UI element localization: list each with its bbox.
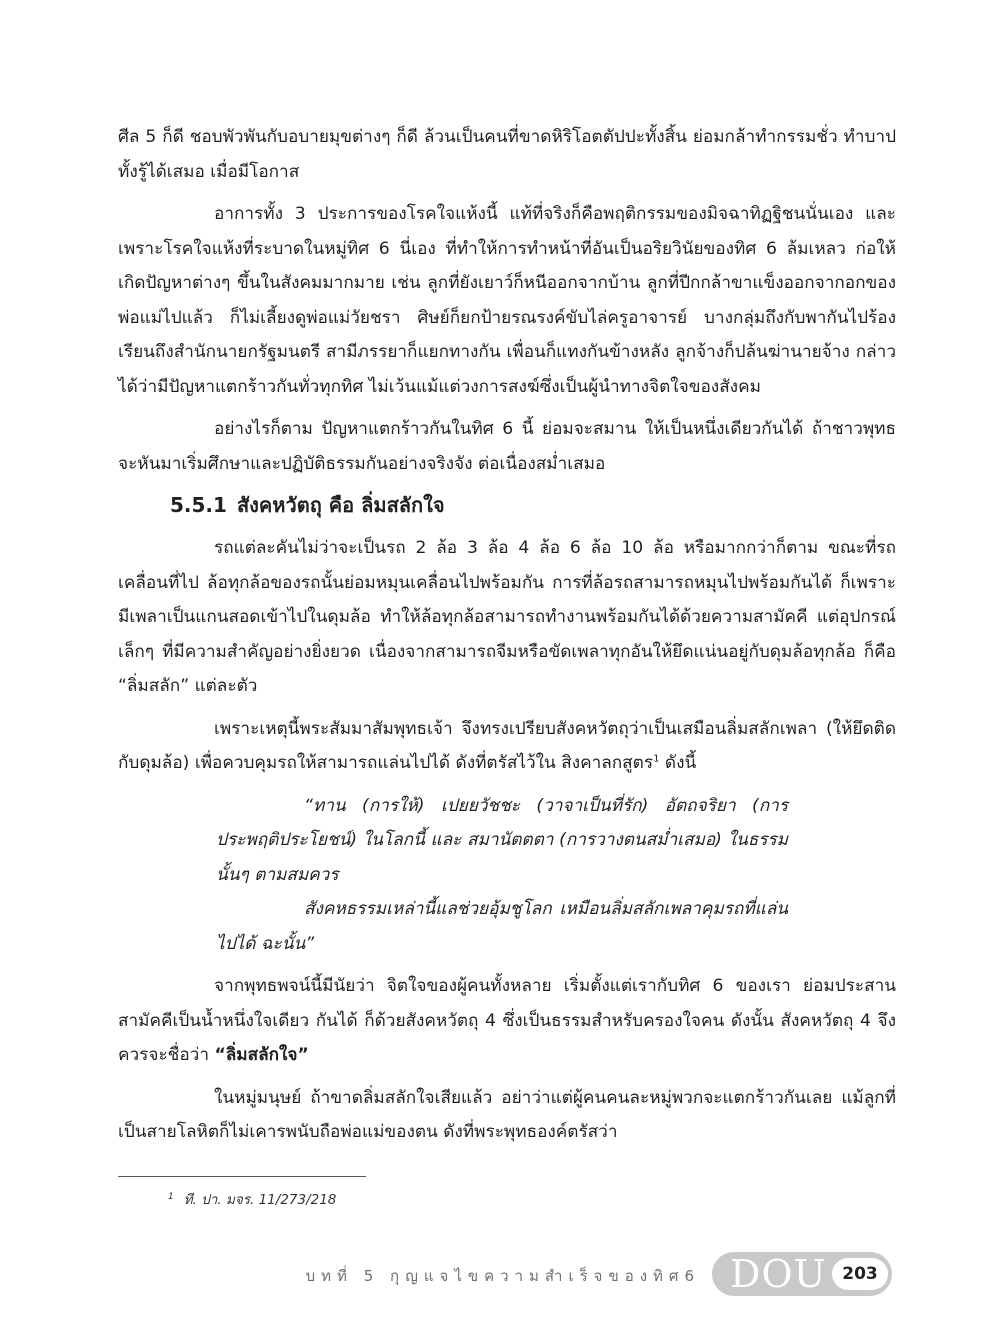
quote-line: สังคหธรรมเหล่านี้แลช่วยอุ้มชูโลก เหมือนลิ่มสลักเพลาคุมรถที่แล่นไปได้ ฉะนั้น” <box>216 899 788 954</box>
footnote <box>168 1188 336 1210</box>
footnote-text: ที. ปา. มจร. 11/273/218 <box>183 1192 337 1208</box>
paragraph-however: อย่างไรก็ตาม ปัญหาแตกร้าวกันในทิศ 6 นี้ ย่อมจะสมาน ให้เป็นหนึ่งเดียวกันได้ ถ้าชาวพุทธจะหันมาเริ่มศึกษาและปฏิบัติธรรมกันอย่างจริงจัง ต่อเนื่องสม่ำเสมอ <box>118 419 896 474</box>
page-footer <box>0 1252 1000 1298</box>
section-heading <box>170 489 896 521</box>
paragraph-conclusion <box>118 969 896 1073</box>
paragraph-text: จากพุทธพจน์นี้มีนัยว่า จิตใจของผู้คนทั้งหลาย เริ่มตั้งแต่เรากับทิศ 6 ของเรา ย่อมประสานสามัคคีเป็นน้ำหนึ่งใจเดียว กันได้ ก็ด้วยสังคหวัตถุ 4 ซึ่งเป็นธรรมสำหรับครองใจคน ดังนั้น สังคหวัตถุ 4 จึงควรจะชื่อว่า <box>118 976 896 1065</box>
dou-logo: DOU <box>730 1252 827 1296</box>
paragraph-humanity: ในหมู่มนุษย์ ถ้าขาดลิ่มสลักใจเสียแล้ว อย่าว่าแต่ผู้คนคนละหมู่พวกจะแตกร้าวกันเลย แม้ลูกที่เป็นสายโลหิตก็ไม่เคารพนับถือพ่อแม่ของตน ดังที่พระพุทธองค์ตรัสว่า <box>118 1087 896 1142</box>
page-number: 203 <box>832 1258 888 1290</box>
paragraph-symptoms: อาการทั้ง 3 ประการของโรคใจแห้งนี้ แท้ที่จริงก็คือพฤติกรรมของมิจฉาทิฏฐิชนนั่นเอง และเพราะโรคใจแห้งที่ระบาดในหมู่ทิศ 6 นี่เอง ที่ทำให้การทำหน้าที่อันเป็นอริยวินัยของทิศ 6 ล้มเหลว ก่อให้เกิดปัญหาต่างๆ ขึ้นในสังคมมากมาย เช่น ลูกที่ยังเยาว์ก็หนีออกจากบ้าน ลูกที่ปีกกล้าขาแข็งออกจากอกของพ่อแม่ไปแล้ว ก็ไม่เลี้ยงดูพ่อแม่วัยชรา ศิษย์ก็ยกป้ายรณรงค์ขับไล่ครูอาจารย์ บางกลุ่มถึงกับพากันไปร้องเรียนถึงสำนักนายกรัฐมนตรี สามีภรรยาก็แยกทางกัน เพื่อนก็แทงกันข้างหลัง ลูกจ้างก็ปล้นฆ่านายจ้าง กล่าวได้ว่ามีปัญหาแตกร้าวกันทั่วทุกทิศ ไม่เว้นแม้แต่วงการสงฆ์ซึ่งเป็นผู้นำทางจิตใจของสังคม <box>118 204 896 397</box>
page-badge <box>712 1252 892 1296</box>
paragraph-tail: ดังนี้ <box>659 753 697 773</box>
quote-line: “ทาน (การให้) เปยยวัชชะ (วาจาเป็นที่รัก) อัตถจริยา (การประพฤติประโยชน์) ในโลกนี้ และ สมานัตตตา (การวางตนสม่ำเสมอ) ในธรรมนั้นๆ ตามสมควร <box>216 795 788 885</box>
paragraph-continuation: ศีล 5 ก็ดี ชอบพัวพันกับอบายมุขต่างๆ ก็ดี ล้วนเป็นคนที่ขาดหิริโอตตัปปะทั้งสิ้น ย่อมกล้าทำกรรมชั่ว ทำบาปทั้งรู้ได้เสมอ เมื่อมีโอกาส <box>118 127 896 182</box>
footnote-divider <box>118 1176 366 1177</box>
section-title: สังคหวัตถุ คือ ลิ่มสลักใจ <box>236 493 445 517</box>
body-text <box>118 120 896 1158</box>
scripture-quote <box>216 789 788 962</box>
paragraph-text: เพราะเหตุนี้พระสัมมาสัมพุทธเจ้า จึงทรงเปรียบสังคหวัตถุว่าเป็นเสมือนลิ่มสลักเพลา (ให้ยึดติดกับดุมล้อ) เพื่อควบคุมรถให้สามารถแล่นไปได้ ดังที่ตรัสไว้ใน สิงคาลกสูตร <box>118 718 896 773</box>
footnote-reference[interactable]: 1 <box>653 753 660 765</box>
section-number: 5.5.1 <box>170 493 227 517</box>
footnote-marker: 1 <box>168 1191 174 1202</box>
bold-term: “ลิ่มสลักใจ” <box>214 1045 309 1065</box>
paragraph-wheels: รถแต่ละคันไม่ว่าจะเป็นรถ 2 ล้อ 3 ล้อ 4 ล้อ 6 ล้อ 10 ล้อ หรือมากกว่าก็ตาม ขณะที่รถเคลื่อนที่ไป ล้อทุกล้อของรถนั้นย่อมหมุนเคลื่อนไปพร้อมกัน การที่ล้อรถสามารถหมุนไปพร้อมกันได้ ก็เพราะมีเพลาเป็นแกนสอดเข้าไปในดุมล้อ ทำให้ล้อทุกล้อสามารถทำงานพร้อมกันได้ด้วยความสามัคคี แต่อุปกรณ์เล็กๆ ที่มีความสำคัญอย่างยิ่งยวด เนื่องจากสามารถจีมหรือขัดเพลาทุกอันให้ยึดแน่นอยู่กับดุมล้อทุกล้อ ก็คือ “ลิ่มสลัก” แต่ละตัว <box>118 538 896 696</box>
chapter-title: บทที่ 5 กุญแจไขความสำเร็จของทิศ6 <box>305 1267 700 1285</box>
paragraph-buddha-simile <box>118 712 896 781</box>
